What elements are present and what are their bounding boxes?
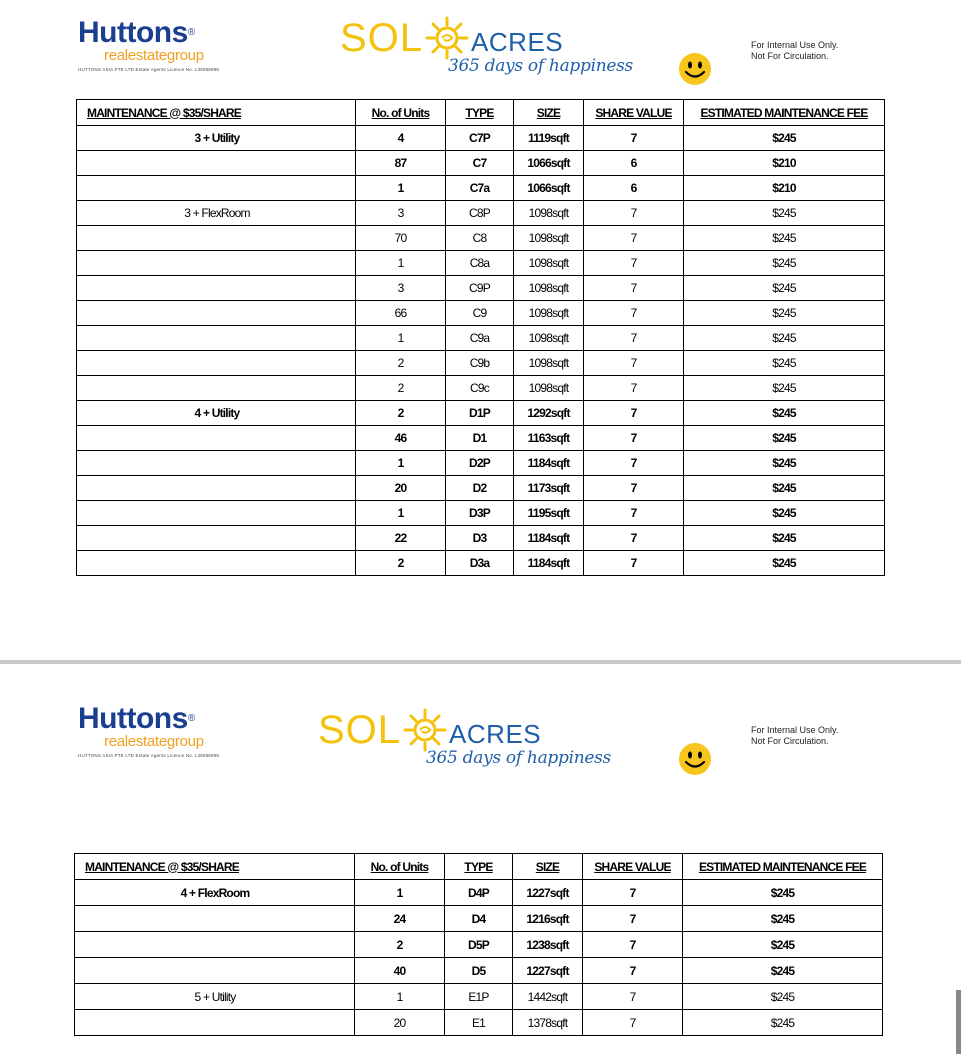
- table-row: [77, 151, 885, 176]
- cell-share-value: 7: [583, 1010, 683, 1036]
- category-label: 3 + Utility: [194, 131, 240, 145]
- table-row: [75, 880, 883, 906]
- cell-fee: $210: [684, 151, 885, 176]
- cell-type: E1P: [445, 984, 513, 1010]
- cell-type: C9: [446, 301, 514, 326]
- cell-units: 2: [356, 551, 446, 576]
- cell-type: C9c: [446, 376, 514, 401]
- cell-type: D2: [446, 476, 514, 501]
- huttons-brand: Huttons: [78, 702, 188, 735]
- cell-size: 1119sqft: [514, 126, 584, 151]
- cell-units: 22: [356, 526, 446, 551]
- cell-size: 1184sqft: [514, 451, 584, 476]
- cell-type: D1: [446, 426, 514, 451]
- cell-share-value: 7: [584, 251, 684, 276]
- cell-type: C8P: [446, 201, 514, 226]
- cell-size: 1378sqft: [513, 1010, 583, 1036]
- cell-size: 1227sqft: [513, 880, 583, 906]
- cell-size: 1066sqft: [514, 151, 584, 176]
- cell-share-value: 6: [584, 151, 684, 176]
- huttons-logo: [78, 704, 220, 758]
- cell-fee: $245: [684, 526, 885, 551]
- cell-units: 20: [356, 476, 446, 501]
- col-header-fee: ESTIMATED MAINTENANCE FEE: [684, 100, 885, 126]
- cell-category: [77, 326, 356, 351]
- table-row: [77, 476, 885, 501]
- cell-category: [77, 351, 356, 376]
- internal-use-note: [751, 40, 838, 62]
- document-page-2: [0, 664, 961, 1054]
- huttons-logo: [78, 18, 220, 72]
- cell-fee: $245: [683, 932, 883, 958]
- cell-category: [75, 906, 355, 932]
- table-row: [77, 276, 885, 301]
- cell-share-value: 7: [584, 201, 684, 226]
- cell-share-value: 7: [583, 984, 683, 1010]
- internal-use-note: [751, 725, 838, 747]
- cell-fee: $245: [684, 376, 885, 401]
- table-row: [77, 126, 885, 151]
- category-label: 3 + FlexRoom: [184, 206, 250, 220]
- sol-acres-logo: [318, 708, 611, 768]
- cell-size: 1216sqft: [513, 906, 583, 932]
- internal-line-2: Not For Circulation.: [751, 736, 829, 746]
- table-row: [77, 376, 885, 401]
- cell-share-value: 7: [584, 551, 684, 576]
- cell-type: C7: [446, 151, 514, 176]
- cell-size: 1098sqft: [514, 326, 584, 351]
- cell-type: C7a: [446, 176, 514, 201]
- table-row: [75, 906, 883, 932]
- cell-fee: $245: [684, 276, 885, 301]
- cell-units: 3: [356, 201, 446, 226]
- cell-units: 46: [356, 426, 446, 451]
- cell-type: D1P: [446, 401, 514, 426]
- cell-category: [77, 301, 356, 326]
- table-row: [77, 426, 885, 451]
- table-row: [77, 351, 885, 376]
- table-row: [77, 201, 885, 226]
- smiley-icon: [678, 742, 712, 776]
- cell-share-value: 7: [584, 226, 684, 251]
- cell-category: [77, 226, 356, 251]
- cell-size: 1442sqft: [513, 984, 583, 1010]
- cell-type: C7P: [446, 126, 514, 151]
- cell-units: 1: [356, 326, 446, 351]
- table-row: [77, 226, 885, 251]
- col-header-type: TYPE: [446, 100, 514, 126]
- table-row: [75, 932, 883, 958]
- cell-category: [77, 426, 356, 451]
- cell-fee: $245: [683, 958, 883, 984]
- cell-fee: $245: [684, 301, 885, 326]
- cell-units: 2: [355, 932, 445, 958]
- internal-line-2: Not For Circulation.: [751, 51, 829, 61]
- col-header-type: TYPE: [445, 854, 513, 880]
- cell-fee: $245: [684, 326, 885, 351]
- table-row: [75, 958, 883, 984]
- cell-category: [77, 451, 356, 476]
- internal-line-1: For Internal Use Only.: [751, 725, 839, 735]
- cell-category: [75, 958, 355, 984]
- cell-type: D3: [446, 526, 514, 551]
- cell-share-value: 7: [584, 401, 684, 426]
- cell-fee: $245: [684, 201, 885, 226]
- col-header-units: No. of Units: [356, 100, 446, 126]
- cell-type: D5: [445, 958, 513, 984]
- cell-units: 1: [356, 251, 446, 276]
- cell-type: D5P: [445, 932, 513, 958]
- cell-size: 1098sqft: [514, 251, 584, 276]
- cell-share-value: 7: [584, 326, 684, 351]
- cell-share-value: 7: [584, 426, 684, 451]
- cell-share-value: 7: [584, 526, 684, 551]
- cell-category: [77, 126, 356, 151]
- sol-text: SOL: [318, 708, 402, 752]
- cell-size: 1098sqft: [514, 351, 584, 376]
- huttons-brand: Huttons: [78, 16, 188, 49]
- cell-type: D3a: [446, 551, 514, 576]
- table-row: [77, 501, 885, 526]
- cell-units: 1: [356, 501, 446, 526]
- cell-type: C9a: [446, 326, 514, 351]
- table-row: [77, 451, 885, 476]
- cell-fee: $245: [684, 501, 885, 526]
- cell-category: [77, 376, 356, 401]
- cell-size: 1098sqft: [514, 201, 584, 226]
- cell-size: 1184sqft: [514, 526, 584, 551]
- cell-units: 3: [356, 276, 446, 301]
- table-row: [77, 326, 885, 351]
- cell-units: 40: [355, 958, 445, 984]
- cell-category: [77, 501, 356, 526]
- cell-share-value: 7: [583, 958, 683, 984]
- maintenance-table-1: [76, 99, 885, 576]
- cell-category: [75, 880, 355, 906]
- col-header-size: SIZE: [514, 100, 584, 126]
- cell-share-value: 7: [584, 451, 684, 476]
- maintenance-table-2: [74, 853, 883, 1036]
- cell-fee: $245: [684, 476, 885, 501]
- cell-type: D4: [445, 906, 513, 932]
- cell-share-value: 7: [584, 501, 684, 526]
- cell-type: D3P: [446, 501, 514, 526]
- category-label: 5 + Utility: [194, 989, 236, 1004]
- smiley-icon: [678, 52, 712, 86]
- cell-units: 87: [356, 151, 446, 176]
- cell-category: [77, 276, 356, 301]
- cell-fee: $245: [684, 426, 885, 451]
- registered-mark: ®: [187, 713, 195, 724]
- cell-category: [75, 1010, 355, 1036]
- cell-units: 2: [356, 376, 446, 401]
- cell-fee: $245: [683, 1010, 883, 1036]
- cell-type: E1: [445, 1010, 513, 1036]
- col-header-maintenance: MAINTENANCE @ $35/SHARE: [77, 100, 356, 126]
- cell-share-value: 7: [584, 126, 684, 151]
- huttons-subtitle: realestategroup: [104, 733, 204, 750]
- cell-category: [77, 176, 356, 201]
- table-row: [77, 251, 885, 276]
- cell-fee: $245: [684, 551, 885, 576]
- table-row: [75, 1010, 883, 1036]
- huttons-licence: HUTTONS ASIA PTE LTD Estate Agents Licence No. L3008899K: [78, 67, 220, 72]
- acres-text: ACRES: [471, 27, 564, 57]
- cell-fee: $245: [683, 906, 883, 932]
- cell-units: 1: [355, 880, 445, 906]
- tagline: 365 days of happiness: [448, 56, 633, 76]
- cell-size: 1098sqft: [514, 226, 584, 251]
- tagline: 365 days of happiness: [426, 748, 611, 768]
- cell-size: 1066sqft: [514, 176, 584, 201]
- col-header-share: SHARE VALUE: [583, 854, 683, 880]
- table-row: [77, 301, 885, 326]
- cell-share-value: 7: [584, 376, 684, 401]
- cell-fee: $210: [684, 176, 885, 201]
- cell-type: C9P: [446, 276, 514, 301]
- cell-units: 2: [356, 351, 446, 376]
- cell-size: 1195sqft: [514, 501, 584, 526]
- cell-type: C8: [446, 226, 514, 251]
- cell-fee: $245: [683, 984, 883, 1010]
- cell-share-value: 7: [584, 276, 684, 301]
- cell-fee: $245: [683, 880, 883, 906]
- scrollbar-thumb[interactable]: [956, 990, 961, 1054]
- col-header-share: SHARE VALUE: [584, 100, 684, 126]
- category-label: 4 + Utility: [194, 406, 240, 420]
- cell-category: [77, 201, 356, 226]
- cell-share-value: 7: [584, 351, 684, 376]
- cell-category: [77, 476, 356, 501]
- col-header-units: No. of Units: [355, 854, 445, 880]
- cell-type: D4P: [445, 880, 513, 906]
- cell-units: 20: [355, 1010, 445, 1036]
- cell-category: [77, 401, 356, 426]
- huttons-licence: HUTTONS ASIA PTE LTD Estate Agents Licence No. L3008899K: [78, 753, 220, 758]
- acres-text: ACRES: [449, 719, 542, 749]
- cell-share-value: 7: [583, 932, 683, 958]
- table-row: [77, 526, 885, 551]
- cell-size: 1238sqft: [513, 932, 583, 958]
- cell-fee: $245: [684, 351, 885, 376]
- cell-size: 1292sqft: [514, 401, 584, 426]
- cell-size: 1173sqft: [514, 476, 584, 501]
- internal-line-1: For Internal Use Only.: [751, 40, 839, 50]
- registered-mark: ®: [187, 27, 195, 38]
- table-row: [77, 401, 885, 426]
- cell-fee: $245: [684, 251, 885, 276]
- cell-size: 1098sqft: [514, 276, 584, 301]
- cell-fee: $245: [684, 126, 885, 151]
- cell-size: 1098sqft: [514, 301, 584, 326]
- col-header-maintenance: MAINTENANCE @ $35/SHARE: [75, 854, 355, 880]
- sun-icon: [403, 708, 447, 752]
- cell-fee: $245: [684, 226, 885, 251]
- col-header-fee: ESTIMATED MAINTENANCE FEE: [683, 854, 883, 880]
- cell-category: [77, 551, 356, 576]
- cell-size: 1098sqft: [514, 376, 584, 401]
- cell-units: 24: [355, 906, 445, 932]
- sol-acres-logo: [340, 16, 633, 76]
- cell-type: C9b: [446, 351, 514, 376]
- cell-size: 1163sqft: [514, 426, 584, 451]
- cell-size: 1227sqft: [513, 958, 583, 984]
- cell-category: [75, 932, 355, 958]
- table-row: [77, 551, 885, 576]
- cell-units: 4: [356, 126, 446, 151]
- huttons-subtitle: realestategroup: [104, 47, 204, 64]
- table-row: [77, 176, 885, 201]
- sol-text: SOL: [340, 16, 424, 60]
- cell-type: D2P: [446, 451, 514, 476]
- cell-share-value: 7: [583, 906, 683, 932]
- table-row: [75, 984, 883, 1010]
- cell-share-value: 7: [583, 880, 683, 906]
- cell-share-value: 7: [584, 301, 684, 326]
- cell-units: 1: [356, 176, 446, 201]
- cell-size: 1184sqft: [514, 551, 584, 576]
- cell-share-value: 7: [584, 476, 684, 501]
- cell-units: 70: [356, 226, 446, 251]
- cell-category: [75, 984, 355, 1010]
- cell-category: [77, 251, 356, 276]
- cell-share-value: 6: [584, 176, 684, 201]
- cell-units: 1: [356, 451, 446, 476]
- cell-units: 1: [355, 984, 445, 1010]
- cell-category: [77, 151, 356, 176]
- sun-icon: [425, 16, 469, 60]
- cell-category: [77, 526, 356, 551]
- cell-fee: $245: [684, 451, 885, 476]
- cell-units: 2: [356, 401, 446, 426]
- cell-type: C8a: [446, 251, 514, 276]
- cell-fee: $245: [684, 401, 885, 426]
- cell-units: 66: [356, 301, 446, 326]
- col-header-size: SIZE: [513, 854, 583, 880]
- category-label: 4 + FlexRoom: [180, 885, 250, 900]
